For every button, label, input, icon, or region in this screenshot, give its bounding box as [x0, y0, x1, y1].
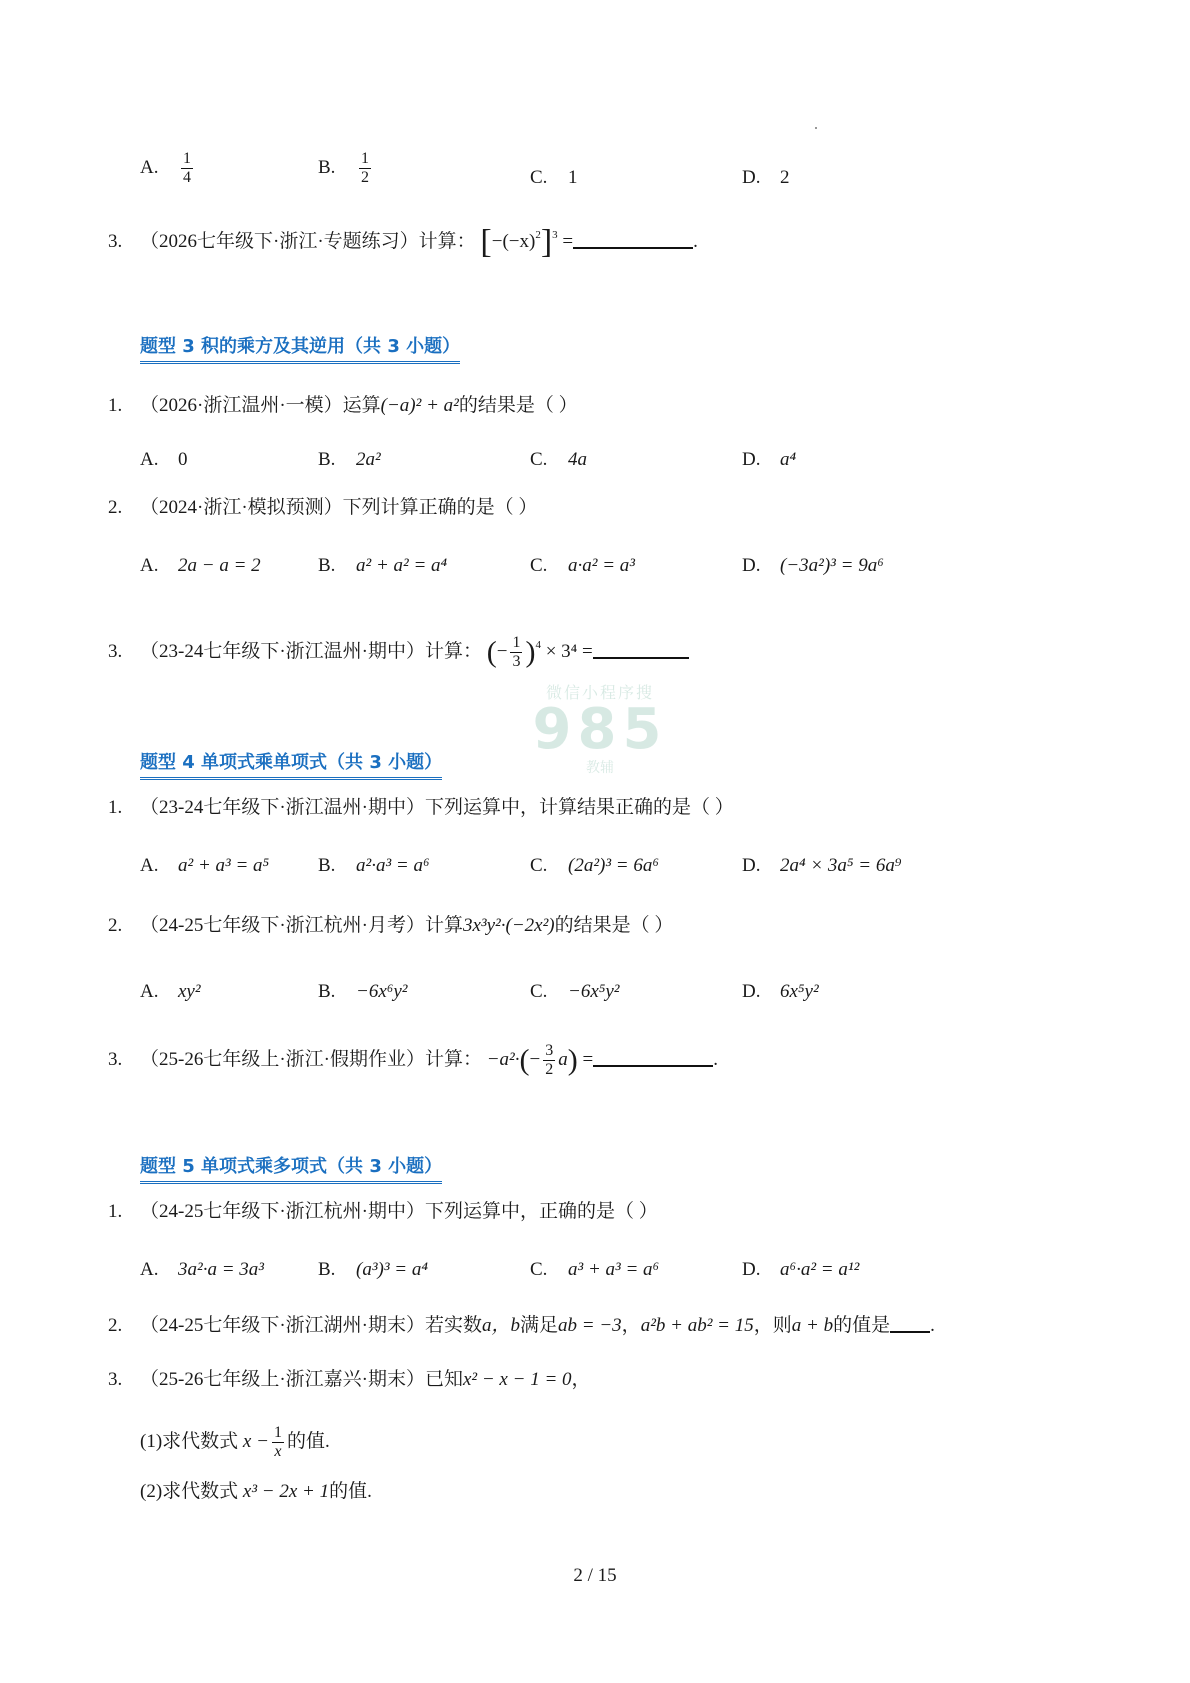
option-a: A. 2a − a = 2: [140, 555, 261, 576]
answer-blank[interactable]: [890, 1331, 930, 1333]
option-c: C. a·a² = a³: [530, 555, 635, 576]
question-s4-3: 3. （25-26七年级上·浙江·假期作业）计算： −a²·(− $\frac{3}{2}$ a) = .: [108, 1042, 718, 1078]
watermark: 微信小程序搜 985 教辅: [532, 683, 668, 776]
option-b: B. a²·a³ = a⁶: [318, 855, 430, 876]
option-c: C. −6x⁵y²: [530, 981, 620, 1002]
option-c: C. a³ + a³ = a⁶: [530, 1259, 660, 1280]
question-s4-1: 1. （23-24七年级下·浙江温州·期中）下列运算中，计算结果正确的是（ ）: [108, 797, 734, 818]
option-d: D. a⁴: [742, 449, 797, 470]
option-d: D. 2a⁴ × 3a⁵ = 6a⁹: [742, 855, 902, 876]
option-b: B. 2a²: [318, 449, 381, 470]
answer-blank[interactable]: [593, 657, 689, 659]
question-s5-1: 1. （24-25七年级下·浙江杭州·期中）下列运算中，正确的是（ ）: [108, 1201, 658, 1222]
section-title-5: 题型 5 单项式乘多项式（共 3 小题）: [140, 1154, 442, 1184]
option-d: D. (−3a²)³ = 9a⁶: [742, 555, 884, 576]
option-a: A. $\frac{1}{4}$: [140, 150, 191, 186]
question-s3-2: 2. （2024·浙江·模拟预测）下列计算正确的是（ ）: [108, 497, 538, 518]
option-c: C. 1: [530, 167, 578, 188]
question-s5-3: 3. （25-26七年级上·浙江嘉兴·期末）已知x² − x − 1 = 0，: [108, 1369, 591, 1390]
option-b: B. −6x⁶y²: [318, 981, 408, 1002]
answer-blank[interactable]: [593, 1065, 713, 1067]
option-d: D. 6x⁵y²: [742, 981, 819, 1002]
option-d: D. 2: [742, 167, 790, 188]
question-s3-1: 1. （2026·浙江温州·一模）运算(−a)² + a²的结果是（ ）: [108, 395, 578, 416]
option-d: D. a⁶·a² = a¹²: [742, 1259, 860, 1280]
section-title-4: 题型 4 单项式乘单项式（共 3 小题）: [140, 750, 442, 780]
answer-blank[interactable]: [573, 247, 693, 249]
question-s3-3: 3. （23-24七年级下·浙江温州·期中）计算： (− $\frac{1}{3}$ )$^4$ × 3⁴ =: [108, 634, 689, 671]
stray-dot: [815, 127, 817, 129]
sub-question-1: (1)求代数式 x − $\frac{1}{x}$ 的值.: [140, 1424, 330, 1460]
section-title-3: 题型 3 积的乘方及其逆用（共 3 小题）: [140, 334, 460, 364]
option-b: B. (a³)³ = a⁴: [318, 1259, 428, 1280]
option-c: C. (2a²)³ = 6a⁶: [530, 855, 659, 876]
option-a: A. a² + a³ = a⁵: [140, 855, 270, 876]
option-a: A. 0: [140, 449, 188, 470]
option-a: A. 3a²·a = 3a³: [140, 1259, 264, 1280]
question-prev-3: 3. （2026七年级下·浙江·专题练习）计算： $[-(-x)^2]^3$ = .: [108, 223, 698, 261]
question-s4-2: 2. （24-25七年级下·浙江杭州·月考）计算3x³y²·(−2x²)的结果是（ ）: [108, 915, 674, 936]
question-s5-2: 2. （24-25七年级下·浙江湖州·期末）若实数a，b满足ab = −3，a²b + ab² = 15，则a + b的值是 .: [108, 1315, 935, 1336]
option-b: B. a² + a² = a⁴: [318, 555, 448, 576]
option-a: A. xy²: [140, 981, 201, 1002]
sub-question-2: (2)求代数式 x³ − 2x + 1的值.: [140, 1481, 372, 1502]
option-b: B. $\frac{1}{2}$: [318, 150, 369, 186]
page-number: 2 / 15: [573, 1565, 617, 1586]
option-c: C. 4a: [530, 449, 587, 470]
